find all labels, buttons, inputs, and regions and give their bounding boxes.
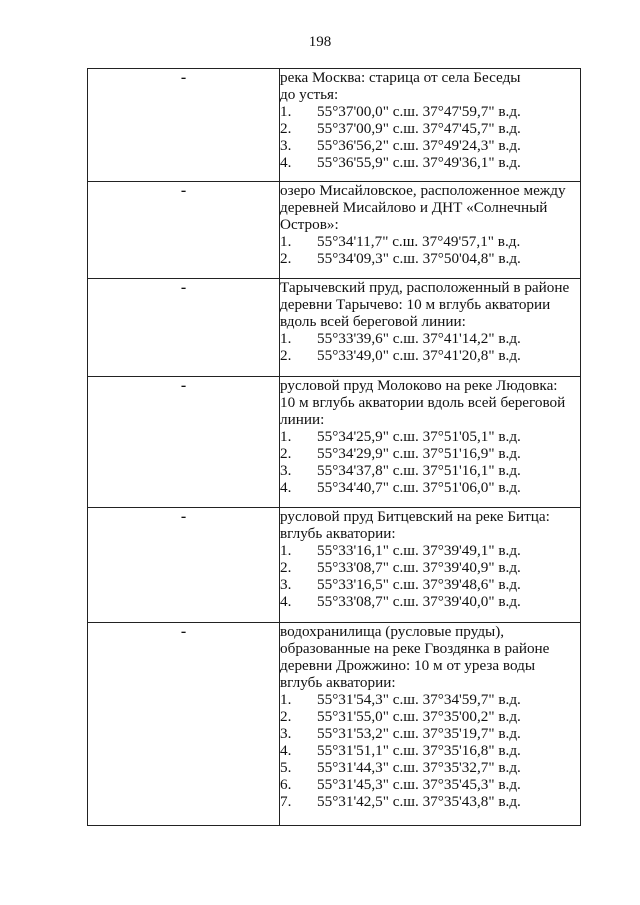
coordinate-value: 55°37'00,9" с.ш. 37°47'45,7" в.д. bbox=[317, 120, 521, 137]
description-line: Остров»: bbox=[280, 216, 339, 233]
coordinate-value: 55°34'29,9" с.ш. 37°51'16,9" в.д. bbox=[317, 445, 521, 462]
coordinate-number: 2. bbox=[280, 120, 292, 137]
left-cell bbox=[88, 508, 280, 623]
coordinate-number: 4. bbox=[280, 593, 292, 610]
coordinate-number: 7. bbox=[280, 793, 292, 810]
left-cell bbox=[88, 182, 280, 279]
coordinate-number: 1. bbox=[280, 103, 292, 120]
dash-marker: - bbox=[180, 508, 187, 525]
coordinate-number: 2. bbox=[280, 708, 292, 725]
coordinate-value: 55°33'16,5" с.ш. 37°39'48,6" в.д. bbox=[317, 576, 521, 593]
coordinate-value: 55°31'54,3" с.ш. 37°34'59,7" в.д. bbox=[317, 691, 521, 708]
coordinate-number: 4. bbox=[280, 479, 292, 496]
dash-marker: - bbox=[180, 623, 187, 640]
coordinate-item bbox=[280, 742, 580, 759]
coordinate-number: 6. bbox=[280, 776, 292, 793]
coordinate-item bbox=[280, 462, 580, 479]
description-line: вглубь акватории: bbox=[280, 674, 396, 691]
coordinate-item bbox=[280, 708, 580, 725]
table-row bbox=[88, 279, 581, 377]
coordinate-item bbox=[280, 103, 580, 120]
left-cell bbox=[88, 69, 280, 182]
coordinate-item bbox=[280, 759, 580, 776]
coordinate-item bbox=[280, 137, 580, 154]
description-line: Тарычевский пруд, расположенный в районе bbox=[280, 279, 570, 296]
coordinate-value: 55°31'45,3" с.ш. 37°35'45,3" в.д. bbox=[317, 776, 521, 793]
description-line: деревни Тарычево: 10 м вглубь акватории bbox=[280, 296, 551, 313]
coordinate-value: 55°37'00,0" с.ш. 37°47'59,7" в.д. bbox=[317, 103, 521, 120]
description-line: русловой пруд Битцевский на реке Битца: bbox=[280, 508, 550, 525]
coordinate-value: 55°31'53,2" с.ш. 37°35'19,7" в.д. bbox=[317, 725, 521, 742]
description-line: деревней Мисайлово и ДНТ «Солнечный bbox=[280, 199, 548, 216]
description-line: деревни Дрожжино: 10 м от уреза воды bbox=[280, 657, 536, 674]
description-line: образованные на реке Гвоздянка в районе bbox=[280, 640, 550, 657]
coordinate-value: 55°34'09,3" с.ш. 37°50'04,8" в.д. bbox=[317, 250, 521, 267]
dash-marker: - bbox=[180, 69, 187, 86]
table-row bbox=[88, 623, 581, 826]
description-cell bbox=[280, 508, 581, 623]
description-line: река Москва: старица от села Беседы bbox=[280, 69, 521, 86]
coordinate-number: 3. bbox=[280, 137, 292, 154]
page-number: 198 bbox=[308, 34, 332, 50]
coordinate-item bbox=[280, 691, 580, 708]
left-cell bbox=[88, 377, 280, 508]
coordinate-number: 1. bbox=[280, 691, 292, 708]
coordinate-value: 55°36'56,2" с.ш. 37°49'24,3" в.д. bbox=[317, 137, 521, 154]
coordinate-number: 4. bbox=[280, 154, 292, 171]
description-line: русловой пруд Молоково на реке Людовка: bbox=[280, 377, 558, 394]
description-cell bbox=[280, 623, 581, 826]
coordinate-value: 55°34'11,7" с.ш. 37°49'57,1" в.д. bbox=[317, 233, 521, 250]
coordinate-item bbox=[280, 793, 580, 810]
coordinate-value: 55°31'51,1" с.ш. 37°35'16,8" в.д. bbox=[317, 742, 521, 759]
coordinate-number: 2. bbox=[280, 445, 292, 462]
coordinate-value: 55°34'40,7" с.ш. 37°51'06,0" в.д. bbox=[317, 479, 521, 496]
coordinate-number: 1. bbox=[280, 233, 292, 250]
description-line: вдоль всей береговой линии: bbox=[280, 313, 466, 330]
coordinate-number: 4. bbox=[280, 742, 292, 759]
coordinate-value: 55°33'08,7" с.ш. 37°39'40,9" в.д. bbox=[317, 559, 521, 576]
coordinate-item bbox=[280, 330, 580, 347]
coordinate-value: 55°34'37,8" с.ш. 37°51'16,1" в.д. bbox=[317, 462, 521, 479]
dash-marker: - bbox=[180, 377, 187, 394]
coordinate-value: 55°34'25,9" с.ш. 37°51'05,1" в.д. bbox=[317, 428, 521, 445]
description-cell bbox=[280, 377, 581, 508]
coordinate-value: 55°31'42,5" с.ш. 37°35'43,8" в.д. bbox=[317, 793, 521, 810]
coordinate-value: 55°33'49,0" с.ш. 37°41'20,8" в.д. bbox=[317, 347, 521, 364]
description-cell bbox=[280, 279, 581, 377]
coordinate-number: 3. bbox=[280, 576, 292, 593]
dash-marker: - bbox=[180, 182, 187, 199]
description-line: водохранилища (русловые пруды), bbox=[280, 623, 505, 640]
table-row bbox=[88, 377, 581, 508]
coordinate-item bbox=[280, 154, 580, 171]
description-line: 10 м вглубь акватории вдоль всей береговой bbox=[280, 394, 566, 411]
coordinate-number: 3. bbox=[280, 725, 292, 742]
coordinate-item bbox=[280, 593, 580, 610]
coordinate-number: 2. bbox=[280, 250, 292, 267]
coordinate-value: 55°33'16,1" с.ш. 37°39'49,1" в.д. bbox=[317, 542, 521, 559]
table-row bbox=[88, 69, 581, 182]
coordinate-number: 1. bbox=[280, 542, 292, 559]
coordinate-value: 55°36'55,9" с.ш. 37°49'36,1" в.д. bbox=[317, 154, 521, 171]
description-cell bbox=[280, 182, 581, 279]
coordinate-number: 2. bbox=[280, 559, 292, 576]
description-line: до устья: bbox=[280, 86, 339, 103]
table-row bbox=[88, 508, 581, 623]
description-line: вглубь акватории: bbox=[280, 525, 396, 542]
coordinate-item bbox=[280, 445, 580, 462]
dash-marker: - bbox=[180, 279, 187, 296]
left-cell bbox=[88, 623, 280, 826]
coordinate-item bbox=[280, 542, 580, 559]
coordinate-number: 1. bbox=[280, 330, 292, 347]
table-row bbox=[88, 182, 581, 279]
regulation-table bbox=[87, 68, 581, 826]
coordinate-item bbox=[280, 120, 580, 137]
coordinate-value: 55°31'44,3" с.ш. 37°35'32,7" в.д. bbox=[317, 759, 521, 776]
description-cell bbox=[280, 69, 581, 182]
coordinate-item bbox=[280, 725, 580, 742]
coordinate-number: 1. bbox=[280, 428, 292, 445]
coordinate-item bbox=[280, 347, 580, 364]
coordinate-value: 55°33'39,6" с.ш. 37°41'14,2" в.д. bbox=[317, 330, 521, 347]
coordinate-item bbox=[280, 576, 580, 593]
left-cell bbox=[88, 279, 280, 377]
coordinate-number: 3. bbox=[280, 462, 292, 479]
coordinate-number: 5. bbox=[280, 759, 292, 776]
coordinate-item bbox=[280, 428, 580, 445]
coordinate-item bbox=[280, 559, 580, 576]
coordinate-value: 55°31'55,0" с.ш. 37°35'00,2" в.д. bbox=[317, 708, 521, 725]
coordinate-item bbox=[280, 479, 580, 496]
coordinate-item bbox=[280, 776, 580, 793]
coordinate-item bbox=[280, 250, 580, 267]
description-line: линии: bbox=[280, 411, 325, 428]
coordinate-number: 2. bbox=[280, 347, 292, 364]
description-line: озеро Мисайловское, расположенное между bbox=[280, 182, 566, 199]
coordinate-value: 55°33'08,7" с.ш. 37°39'40,0" в.д. bbox=[317, 593, 521, 610]
coordinate-item bbox=[280, 233, 580, 250]
